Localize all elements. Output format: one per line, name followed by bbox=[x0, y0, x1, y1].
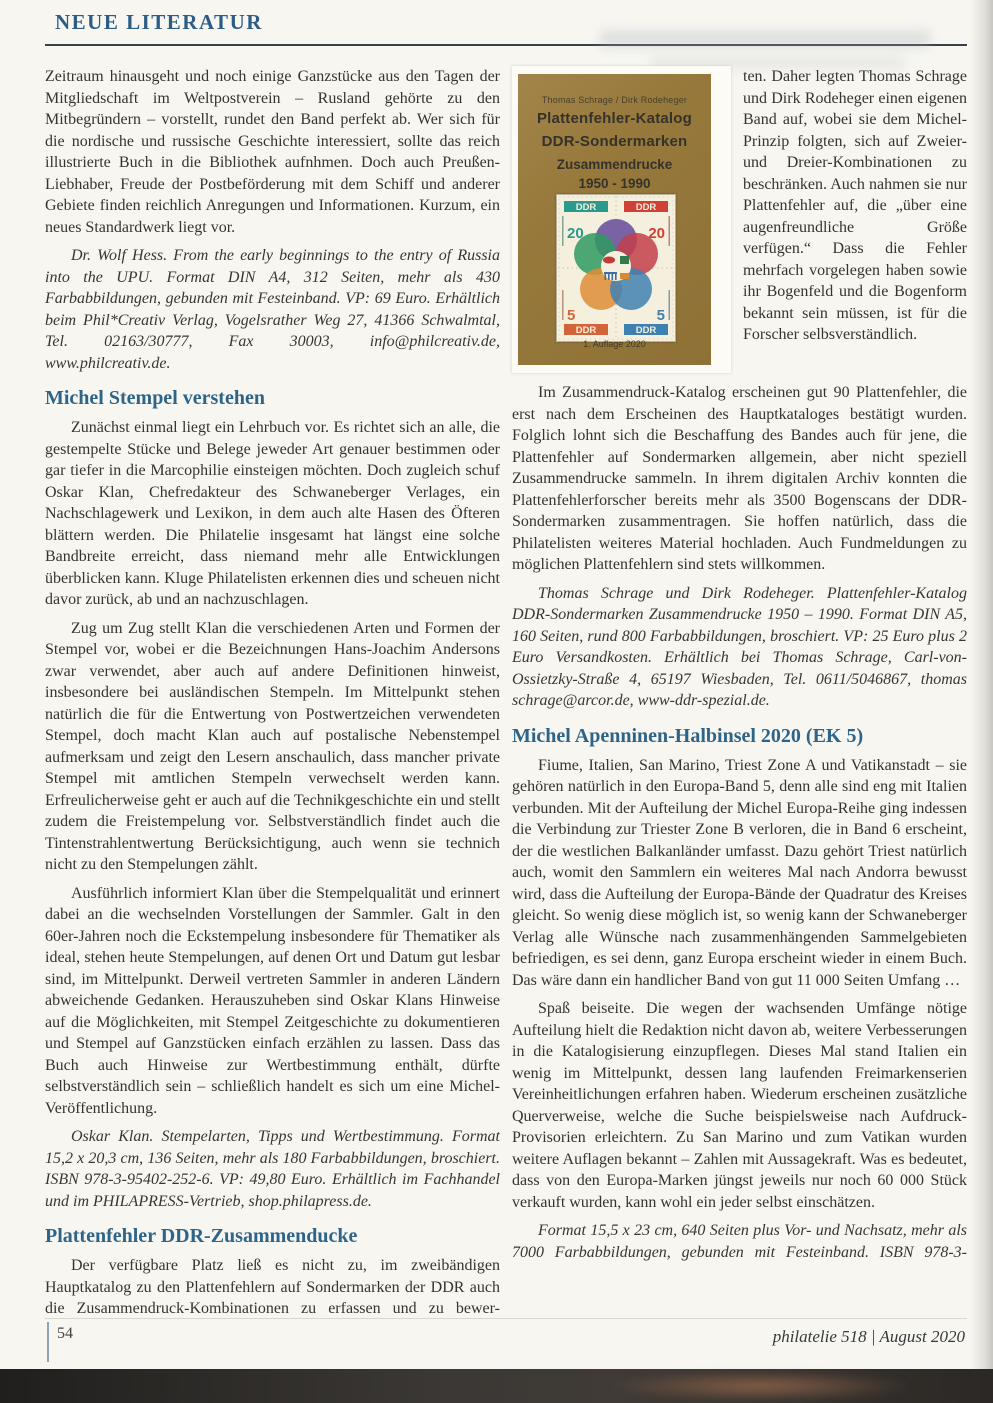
page-number-bar bbox=[47, 1322, 49, 1362]
footer-journal-info: philatelie 518 | August 2020 bbox=[772, 1327, 965, 1346]
cover-title-line: Zusammendrucke bbox=[556, 157, 673, 172]
building-pictogram bbox=[620, 256, 629, 264]
stamp-value: 20 bbox=[567, 225, 584, 242]
right-column bbox=[512, 66, 967, 1270]
paragraph: Im Zusammendruck-Katalog erscheinen gut 90 Plattenfehler, die erst nach dem Erscheinen des Hauptkataloges bestätigt wurden. Folglich lohnt sich die Beschaffung des Bandes auch für jene, die Plattenfehler auf Sondermarken allgemein, aber nicht speziell Zusammendrucke sammeln. In ihrem digitalen Archiv konnten die Plattenfehlerforscher bereits mehr als 3500 Bogenscans der DDR-Sondermarken zusammentragen. Sie hoffen natürlich, dass die Philatelisten weiteres Material hochladen. Auch Fundmeldungen zu möglichen Plattenfehlern sind stets willkommen. bbox=[512, 384, 967, 573]
cover-edition: 1. Auflage 2020 bbox=[583, 338, 646, 349]
stamp-value: 5 bbox=[656, 307, 665, 324]
reference-paragraph: Thomas Schrage und Dirk Rodeheger. Plattenfehler-Katalog DDR-Sondermarken Zusammendrucke 1950 – 1990. Format DIN A5, 160 Seiten, rund 800 Farbabbildungen, broschiert. VP: 25 Euro plus 2 Euro Versandkosten. Erhältlich bei Thomas Schrage, Carl-von-Ossietzky-Straße 4, 65197 Wiesbaden, Tel. 0611/5046867, thomas schrage@arcor.de, www-ddr-spezial.de. bbox=[512, 584, 967, 709]
book-cover bbox=[518, 74, 711, 365]
page-number: 54 bbox=[57, 1325, 73, 1342]
scan-ghosting-artifact bbox=[600, 30, 930, 48]
paragraph: ten. Daher legten Thomas Schrage und Dirk Rodeheger einen eigenen Band auf, wobei sie dem Michel-Prinzip folgten, sich auf Zweier- und Dreier-Kombinationen zu beschränken. Auch nahmen sie nur Plattenfehler auf, die „über eine augenfreundliche Größe verfügen.“ Dass die Fehler mehrfach vorgelegen haben sowie ihr Bogenfeld und die Bogenform bekannt sein müssen, ist für die Forscher selbsverständlich. bbox=[743, 68, 967, 343]
stamp-value: 5 bbox=[567, 307, 576, 324]
cover-title-line: Plattenfehler-Katalog bbox=[536, 110, 693, 127]
paragraph: Zeitraum hinausgeht und noch einige Ganzstücke aus den Tagen der Mitgliedschaft im Weltpostverein – Rusland gehörte zu den Mitbegründern – vorstellt, rundet den Band perfekt ab. Wer sich für die nordische und russische Geschichte interessiert, sollte das reich illustrierte Buch in die Bibliothek aufnhmen. Doch auch Preußen-Liebhaber, Freude der Postbeförderung mit dem Schiff und anderer Gebiete finden reichlich Anregungen und Informationen. Kurzum, ein neues Standardwerk liegt vor. bbox=[45, 68, 500, 236]
paragraph: Spaß beiseite. Die wegen der wachsenden Umfänge nötige Aufteilung hielt die Redaktion nicht davon ab, weitere Verbesserungen in die Katalogisierung einzupflegen. Dieses Mal stand Italien ein wenig im Mittelpunkt, dessen lang laufenden Freimarkenserien Vereinheitlichungen erfahren haben. Wiederum erscheinen zusätzliche Querverweise, welche die Suche beispielsweise nach Aufdruck-Provisorien erleichtern. Zu San Marino und zum Vatikan wurden weitere Auflagen bekannt – Zahlen mit Aussagekraft. Was es bedeutet, dass von den Europa-Marken jüngst jeweils nur noch 60 000 Stück verkauft wurden, kann wohl ein jeder selbst einschätzen. bbox=[512, 1000, 967, 1211]
stamp-ddr-label: DDR bbox=[575, 325, 597, 336]
cover-authors: Thomas Schrage / Dirk Rodeheger bbox=[541, 95, 688, 105]
section-header: NEUE LITERATUR bbox=[55, 10, 263, 34]
stamp-ddr-label: DDR bbox=[635, 202, 657, 213]
paragraph: Fiume, Italien, San Marino, Triest Zone A und Vatikanstadt – sie gehören natürlich in den Europa-Band 5, denn alle sind eng mit Italien verbunden. Mit der Aufteilung der Michel Europa-Reihe ging indessen die Verbindung zur Triester Zone B verloren, die in Band 6 erscheint, der die westlichen Balkanländer umfasst. Dazu gehört Triest natürlich auch, womit den Sammlern ein weiteres Mal nach Andorra bewusst wird, dass die Aufteilung der Europa-Bände der Quadratur des Kreises gleicht. So wenig diese möglich ist, so wenig kann der Schwaneberger Verlag alle Wünsche nach zusammenhängenden Sammelgebieten befriedigen, es sei denn, ganz Europa erscheint wieder in einem Buch. Das wäre dann ein handlicher Band von gut 11 000 Seiten Umfang … bbox=[512, 756, 967, 989]
stamp-ddr-label: DDR bbox=[635, 325, 657, 336]
stamp-value: 20 bbox=[648, 225, 665, 242]
cover-and-text-row bbox=[512, 66, 967, 373]
reference-paragraph: Format 15,5 x 23 cm, 640 Seiten plus Vor- und Nachsatz, mehr als 7000 Farbabbildungen, gebunden mit Festeinband. ISBN 978-3- bbox=[512, 1222, 967, 1261]
page-edge-shadow bbox=[971, 0, 993, 1369]
paragraph: Zunächst einmal liegt ein Lehrbuch vor. Es richtet sich an alle, die gestempelte Stücke und Belege jeweder Art genauer bestimmen oder gar tiefer in die Marcophilie einsteigen möchten. Doch zugleich schuf Oskar Klan, Chefredakteur des Schwaneberger Verlages, ein Nachschlagewerk und Lexikon, in dem auch alte Hasen des Öfteren blättern werden. Die Philatelie insgesamt hat längst eine solche Bandbreite erreicht, dass niemand mehr alle Entwicklungen überblicken kann. Kluge Philatelisten erkennen dies und scheuen nicht davor zurück, ab und an nachzuschlagen. bbox=[45, 419, 500, 608]
vehicle-pictogram bbox=[620, 273, 629, 279]
paragraph: Zug um Zug stellt Klan die verschiedenen Arten und Formen der Stempel vor, wobei er die Bezeichnungen Hans-Joachim Andersons zwar verwendet, aber auch auf andere Definitionen hinweist, insbesondere bei ausländischen Stempeln. Im Mittelpunkt stehen natürlich die für die Entwertung von Postwertzeichen verwendeten Stempel, doch macht Klan auch auf postalische Nebenstempel aufmerksam und zeigt den Lesern anschaulich, dass mancher private Stempel mit amtlichen Stempeln verwechselt werden kann. Erfreulicherweise geht er auch auf die Technikgeschichte ein und stellt zudem die Freistempelung vor. Selbstverständlich findet auch die Tintenstrahlentwertung Berücksichtigung, auch wenn sie technich nicht zu den Stempelungen zählt. bbox=[45, 619, 500, 873]
cover-title-line: DDR-Sondermarken bbox=[541, 133, 688, 150]
article-heading: Michel Stempel verstehen bbox=[45, 387, 265, 409]
dove-pictogram bbox=[603, 257, 615, 264]
scan-smudge bbox=[610, 1371, 910, 1401]
left-column bbox=[45, 66, 500, 1327]
reference-paragraph: Dr. Wolf Hess. From the early beginnings to the entry of Russia into the UPU. Format DIN A4, 312 Seiten, mehr als 430 Farbabbildungen, gebunden mit Festeinband. VP: 69 Euro. Erhältlich beim Phil*Creativ Verlag, Vogelsrather Weg 27, 41366 Schwalmtal, Tel. 02163/30777, Fax 30003, info@philcreativ.de, www.philcreativ.de. bbox=[45, 247, 500, 372]
article-heading: Michel Apenninen-Halbinsel 2020 (EK 5) bbox=[512, 724, 864, 747]
stamp-ddr-label: DDR bbox=[575, 202, 597, 213]
cover-title-line: 1950 - 1990 bbox=[578, 176, 651, 191]
article-heading: Plattenfehler DDR-Zusammenducke bbox=[45, 1225, 358, 1247]
reference-paragraph: Oskar Klan. Stempelarten, Tipps und Wertbestimmung. Format 15,2 x 20,3 cm, 136 Seiten, mehr als 180 Farbabbildungen, broschiert. ISBN 978-3-95402-252-6. VP: 49,80 Euro. Erhältlich im Fachhandel und im PHILAPRESS-Vertrieb, shop.philapress.de. bbox=[45, 1128, 500, 1210]
paragraph: Ausführlich informiert Klan über die Stempelqualität und erinnert dabei an die wechselnden Vorstellungen der Sammler. Galt in den 60er-Jahren noch die Eckstempelung insbesondere für Thematiker als ideal, stehen heute Stempelungen, auf denen Ort und Datum gut lesbar sind, im Mittelpunkt. Derweil vertreten Sammler in anderen Ländern abweichende Gedanken. Herauszuheben sind Oskar Klans Hinweise auf die Möglichkeiten, mit Stempel Zeitgeschichte zu dokumentieren und Stempel auf Ganzstücken einfach erzählen zu lassen. Dass das Buch auch Hinweise zur Wertbestimmung enthält, dürfte selbstverständlich sein – schließlich handelt es sich um eine Michel-Veröffentlichung. bbox=[45, 884, 500, 1117]
book-cover-image bbox=[512, 66, 731, 373]
footer-rule bbox=[45, 1318, 967, 1319]
paragraph: Der verfügbare Platz ließ es nicht zu, im zweibändigen Hauptkatalog zu den Plattenfehlern auf Sondermarken der DDR auch die Zusammendruck-Kombinationen zu erfassen und zu bewer- bbox=[45, 1257, 500, 1317]
stamp-block-image bbox=[556, 194, 676, 342]
